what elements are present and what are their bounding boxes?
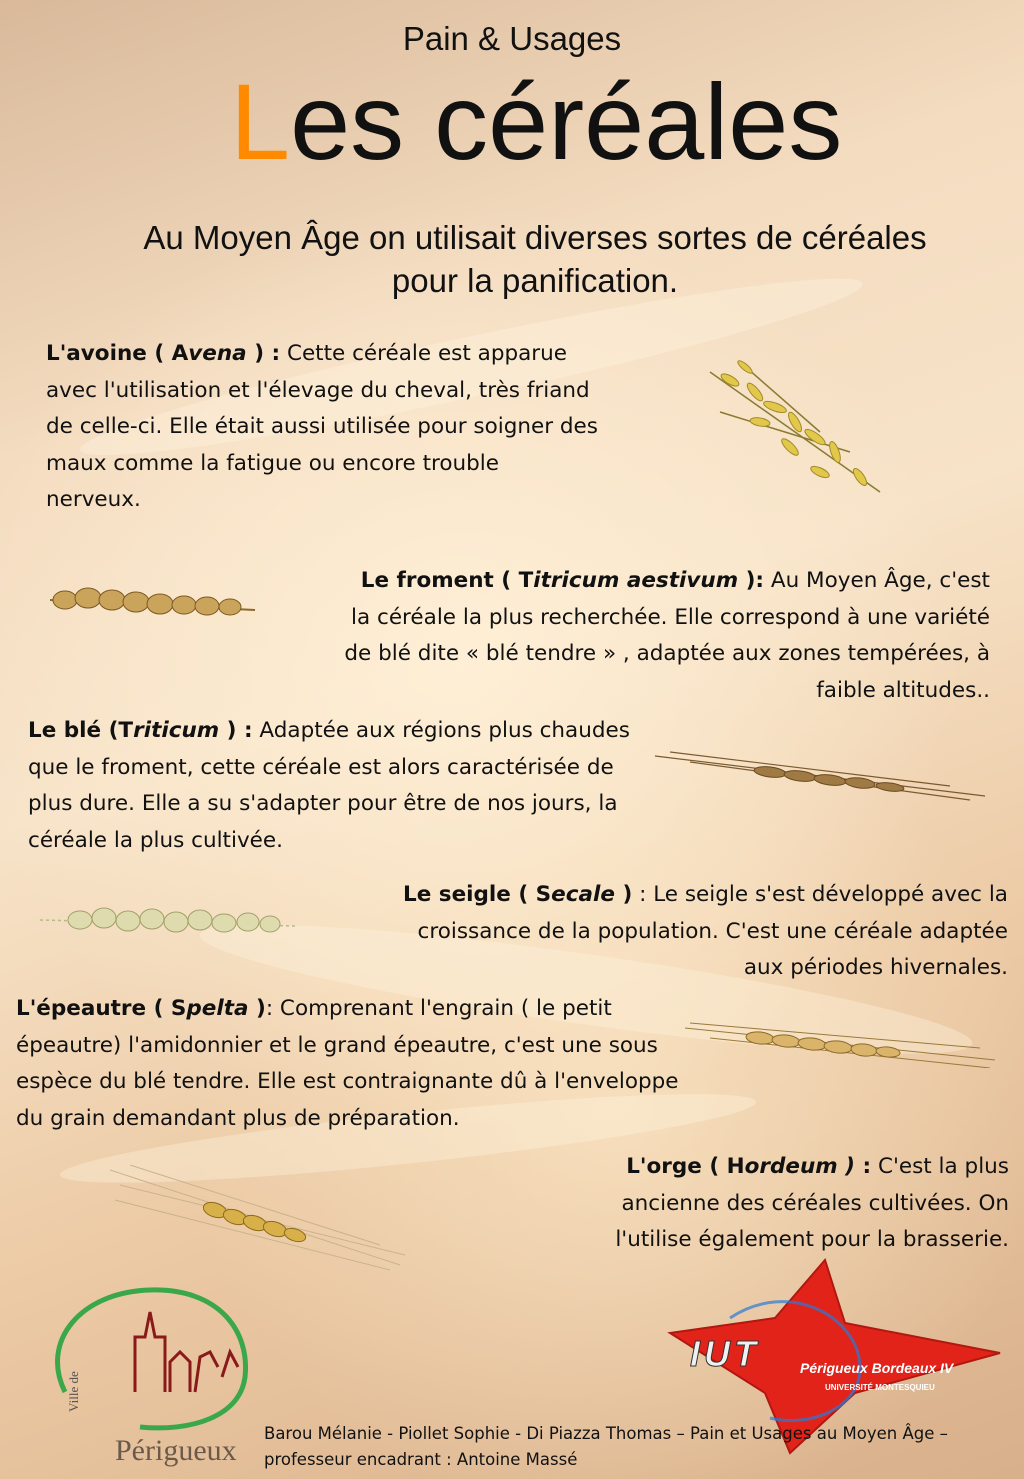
wheat-froment-image [50, 578, 260, 628]
rye-image [40, 898, 300, 948]
cereal-orge [540, 1149, 1009, 1259]
cereal-name: L'avoine ( Avena ) : [46, 341, 281, 366]
intro-text: Au Moyen Âge on utilisait diverses sortes de céréales pour la panification. [143, 219, 927, 299]
cereal-description: : Comprenant l'engrain ( le petit épeautre) l'amidonnier et le grand épeautre, c'est une sous espèce du blé tendre. Elle est contraignante dû à l'enveloppe du grain demandant plus de préparation. [16, 996, 679, 1131]
iut-subtitle: Périgueux Bordeaux IV [800, 1360, 954, 1376]
oat-image [700, 352, 890, 502]
cereal-epeautre [16, 991, 688, 1137]
cereal-seigle [390, 877, 1008, 987]
cereal-name: L'épeautre ( Spelta ) [16, 996, 266, 1021]
title-rest: es céréales [290, 61, 843, 182]
perigueux-logo [40, 1282, 255, 1472]
iut-university: UNIVERSITÉ MONTESQUIEU [825, 1383, 935, 1392]
cereal-name: Le froment ( Titricum aestivum ): [360, 568, 765, 593]
cereal-name: L'orge ( Hordeum ) : [626, 1154, 872, 1179]
page-subtitle: Pain & Usages [402, 20, 622, 57]
spelt-image [680, 1018, 1000, 1068]
cereal-ble [20, 713, 640, 859]
cereal-description: Cette céréale est apparue avec l'utilisation et l'élevage du cheval, très friand de celle-ci. Elle était aussi utilisée pour soigner des maux comme la fatigue ou encore trouble nerveux. [46, 341, 598, 512]
cereal-description: : Le seigle s'est développé avec la croissance de la population. C'est une céréale adaptée aux périodes hivernales. [417, 882, 1008, 980]
footer-credits: Barou Mélanie - Piollet Sophie - Di Piazza Thomas – Pain et Usages au Moyen Âge – professeur encadrant : Antoine Massé [264, 1424, 948, 1469]
title-initial: L [230, 61, 291, 182]
barley-image [110, 1165, 410, 1275]
logo-perigueux-text: Périgueux [115, 1434, 237, 1467]
cereal-avoine [46, 336, 598, 519]
cereal-description: Adaptée aux régions plus chaudes que le froment, cette céréale est alors caractérisée de plus dure. Elle a su s'adapter pour être de nos jours, la céréale la plus cultivée. [28, 718, 630, 853]
cereal-name: Le blé (Triticum ) : [28, 718, 253, 743]
page-title [230, 61, 843, 182]
cereal-description: C'est la plus ancienne des céréales cultivées. On l'utilise également pour la brasserie. [615, 1154, 1009, 1252]
logo-ville-text: Ville de [66, 1371, 81, 1412]
wheat-ble-image [650, 748, 990, 808]
cereal-description: Au Moyen Âge, c'est la céréale la plus recherchée. Elle correspond à une variété de blé dite « blé tendre » , adaptée aux zones tempérées, à faible altitudes.. [344, 568, 990, 703]
cereal-name: Le seigle ( Secale ) [403, 882, 633, 907]
iut-title: IUT [690, 1333, 760, 1374]
cereal-froment [340, 563, 990, 709]
